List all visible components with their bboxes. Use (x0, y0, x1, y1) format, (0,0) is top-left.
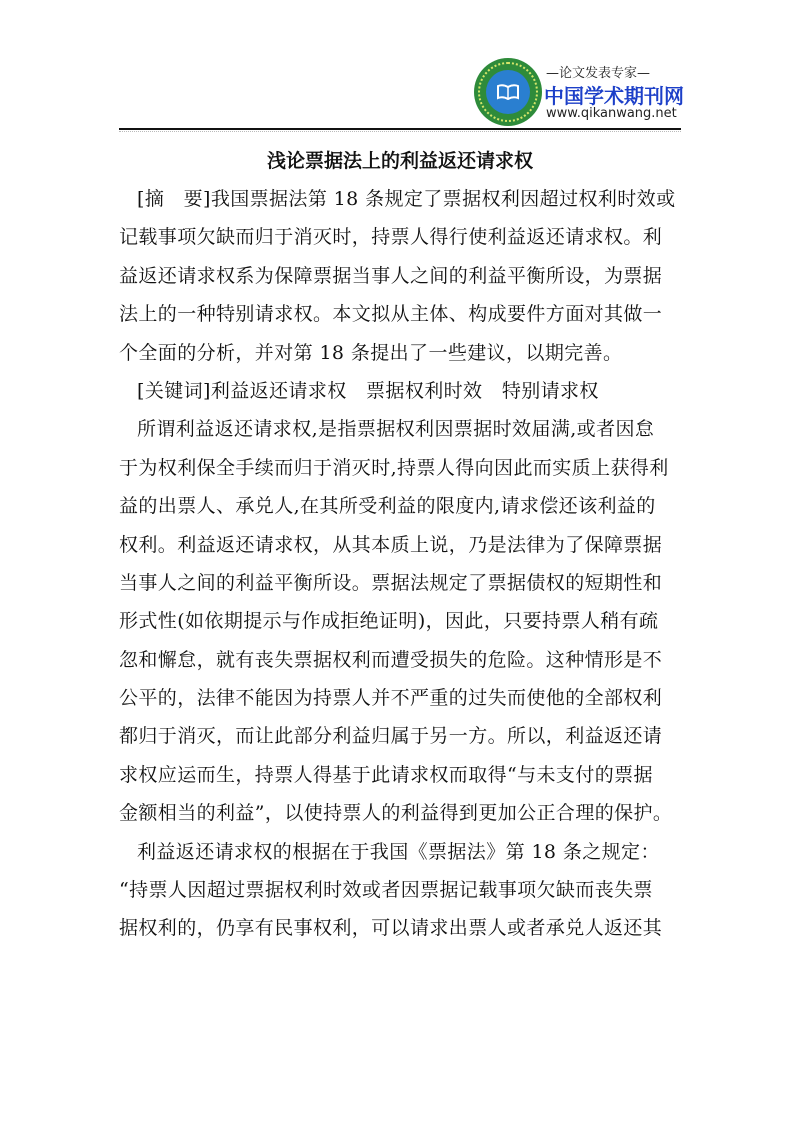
logo-brand-name: 中国学术期刊网 (544, 84, 684, 108)
abstract-line: 益返还请求权系为保障票据当事人之间的利益平衡所设，为票据 (119, 264, 663, 287)
logo-site-url: www.qikanwang.net (546, 106, 677, 121)
abstract-line: [摘 要]我国票据法第 18 条规定了票据权利因超过权利时效或 (137, 188, 676, 210)
paragraph-line: 权利。利益返还请求权，从其本质上说，乃是法律为了保障票据 (119, 533, 663, 556)
header-rule (119, 128, 681, 130)
quote-line: “持票人因超过票据权利时效或者因票据记载事项欠缺而丧失票 (119, 879, 653, 902)
abstract-line: 法上的一种特别请求权。本文拟从主体、构成要件方面对其做一 (119, 303, 663, 326)
book-emblem-icon (474, 58, 542, 126)
paragraph-line: 金额相当的利益”，以使持票人的利益得到更加公正合理的保护。 (119, 802, 673, 825)
abstract-line: 个全面的分析，并对第 18 条提出了一些建议，以期完善。 (119, 341, 623, 364)
paragraph-line: 益的出票人、承兑人,在其所受利益的限度内,请求偿还该利益的 (119, 495, 656, 518)
paragraph-line: 于为权利保全手续而归于消灭时,持票人得向因此而实质上获得利 (119, 456, 669, 479)
paragraph-line: 利益返还请求权的根据在于我国《票据法》第 18 条之规定： (137, 840, 660, 863)
site-logo (474, 56, 684, 130)
paragraph-line: 所谓利益返还请求权,是指票据权利因票据时效届满,或者因怠 (137, 418, 655, 441)
paragraph-line: 求权应运而生，持票人得基于此请求权而取得“与未支付的票据 (119, 763, 653, 786)
paragraph-line: 形式性(如依期提示与作成拒绝证明)，因此，只要持票人稍有疏 (119, 610, 659, 633)
logo-slogan: —论文发表专家— (546, 66, 651, 81)
document-title: 浅论票据法上的利益返还请求权 (266, 150, 533, 172)
paragraph-line: 都归于消灭，而让此部分利益归属于另一方。所以，利益返还请 (119, 725, 663, 748)
paragraph-line: 公平的，法律不能因为持票人并不严重的过失而使他的全部权利 (119, 687, 663, 710)
paragraph-line: 忽和懈怠，就有丧失票据权利而遭受损失的危险。这种情形是不 (119, 648, 663, 671)
quote-line: 据权利的，仍享有民事权利，可以请求出票人或者承兑人返还其 (119, 917, 663, 940)
document-body (119, 180, 679, 948)
keywords-line: [关键词]利益返还请求权 票据权利时效 特别请求权 (137, 379, 599, 402)
abstract-line: 记载事项欠缺而归于消灭时，持票人得行使利益返还请求权。利 (119, 226, 663, 249)
header-rule-dotted (119, 131, 681, 132)
paragraph-line: 当事人之间的利益平衡所设。票据法规定了票据债权的短期性和 (119, 571, 663, 594)
